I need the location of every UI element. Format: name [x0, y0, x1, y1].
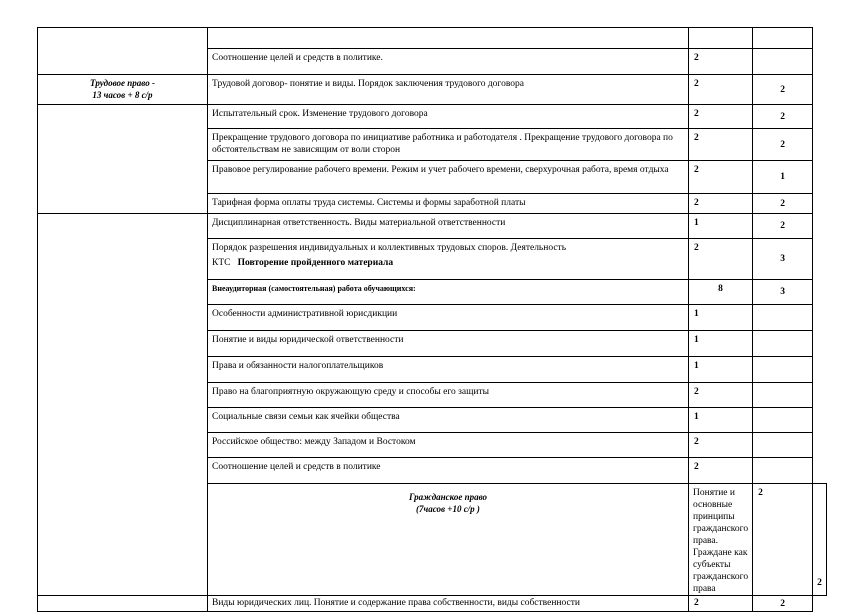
table-row — [38, 596, 827, 612]
hours-cell: 2 — [689, 161, 753, 194]
control-cell: 2 — [753, 214, 813, 239]
topic-cell: Права и обязанности налогоплательщиков — [208, 357, 689, 383]
hours-cell: 2 — [689, 239, 753, 280]
hours-cell: 2 — [689, 596, 753, 612]
hours-cell: 2 — [689, 129, 753, 161]
control-cell: 2 — [753, 194, 813, 214]
hours-cell: 1 — [689, 357, 753, 383]
hours-cell: 1 — [689, 214, 753, 239]
topic-cell: Право на благоприятную окружающую среду и способы его защиты — [208, 383, 689, 408]
hours-cell: 1 — [689, 408, 753, 433]
topic-cell: Тарифная форма оплаты труда системы. Системы и формы заработной платы — [208, 194, 689, 214]
control-cell: 2 — [813, 484, 827, 596]
control-cell: 1 — [753, 161, 813, 194]
topic-cell: Соотношение целей и средств в политике — [208, 458, 689, 484]
table-row — [38, 28, 827, 49]
hours-cell: 2 — [689, 433, 753, 458]
table-row — [38, 214, 827, 239]
control-cell: 2 — [753, 596, 813, 612]
control-cell — [753, 331, 813, 357]
topic-cell: Правовое регулирование рабочего времени. Режим и учет рабочего времени, сверхурочная работа, время отдыха — [208, 161, 689, 194]
topic-cell: Социальные связи семьи как ячейки общества — [208, 408, 689, 433]
section-hours: (7часов +10 с/р ) — [416, 504, 480, 514]
hours-cell: 2 — [689, 194, 753, 214]
control-cell — [753, 357, 813, 383]
hours-cell: 2 — [753, 484, 813, 596]
topic-line: Порядок разрешения индивидуальных и коллективных трудовых споров. Деятельность — [212, 243, 567, 253]
table-row — [38, 105, 827, 129]
hours-cell: 1 — [689, 305, 753, 331]
kts-label: КТС — [212, 258, 231, 268]
hours-cell: 2 — [689, 458, 753, 484]
control-cell — [753, 28, 813, 49]
topic-cell: Прекращение трудового договора по инициативе работника и работодателя . Прекращение трудового договора по обстоятельствам не зависящим от воли сторон — [208, 129, 689, 161]
topic-cell: Испытательный срок. Изменение трудового договора — [208, 105, 689, 129]
topic-cell: Российское общество: между Западом и Востоком — [208, 433, 689, 458]
topic-cell-subheading: Внеаудиторная (самостоятельная) работа обучающихся: — [208, 280, 689, 305]
section-cell-empty — [38, 214, 208, 596]
section-hours: 13 часов + 8 с/р — [92, 90, 153, 100]
hours-cell: 2 — [689, 49, 753, 75]
control-cell — [753, 383, 813, 408]
topic-cell: Трудовой договор- понятие и виды. Порядок заключения трудового договора — [208, 75, 689, 105]
topic-cell: Понятие и виды юридической ответственности — [208, 331, 689, 357]
section-cell-empty — [38, 105, 208, 214]
topic-cell: Соотношение целей и средств в политике. — [208, 49, 689, 75]
hours-cell: 2 — [689, 383, 753, 408]
topic-cell — [208, 28, 689, 49]
control-cell: 3 — [753, 239, 813, 280]
hours-cell: 2 — [689, 105, 753, 129]
control-cell: 2 — [753, 129, 813, 161]
topic-cell: Виды юридических лиц. Понятие и содержание права собственности, виды собственности — [208, 596, 689, 612]
control-cell — [753, 49, 813, 75]
control-cell — [753, 433, 813, 458]
control-cell: 3 — [753, 280, 813, 305]
section-cell-empty — [38, 596, 208, 612]
curriculum-table — [37, 27, 827, 612]
hours-cell: 2 — [689, 75, 753, 105]
hours-cell — [689, 28, 753, 49]
topic-cell: Дисциплинарная ответственность. Виды материальной ответственности — [208, 214, 689, 239]
topic-cell: Особенности административной юрисдикции — [208, 305, 689, 331]
control-cell — [753, 408, 813, 433]
section-labor-law — [38, 75, 208, 105]
hours-cell: 8 — [689, 280, 753, 305]
control-cell: 2 — [753, 105, 813, 129]
topic-cell — [208, 239, 689, 280]
control-cell — [753, 458, 813, 484]
section-cell-empty — [38, 28, 208, 75]
review-label: Повторение пройденного материала — [237, 258, 394, 268]
section-title: Гражданское право — [408, 492, 488, 502]
section-title: Трудовое право - — [90, 78, 155, 88]
table-row — [38, 75, 827, 105]
hours-cell: 1 — [689, 331, 753, 357]
control-cell: 2 — [753, 75, 813, 105]
topic-line — [212, 257, 684, 269]
control-cell — [753, 305, 813, 331]
section-civil-law — [208, 484, 689, 596]
topic-cell: Понятие и основные принципы гражданского права. Граждане как субъекты гражданского права — [689, 484, 753, 596]
